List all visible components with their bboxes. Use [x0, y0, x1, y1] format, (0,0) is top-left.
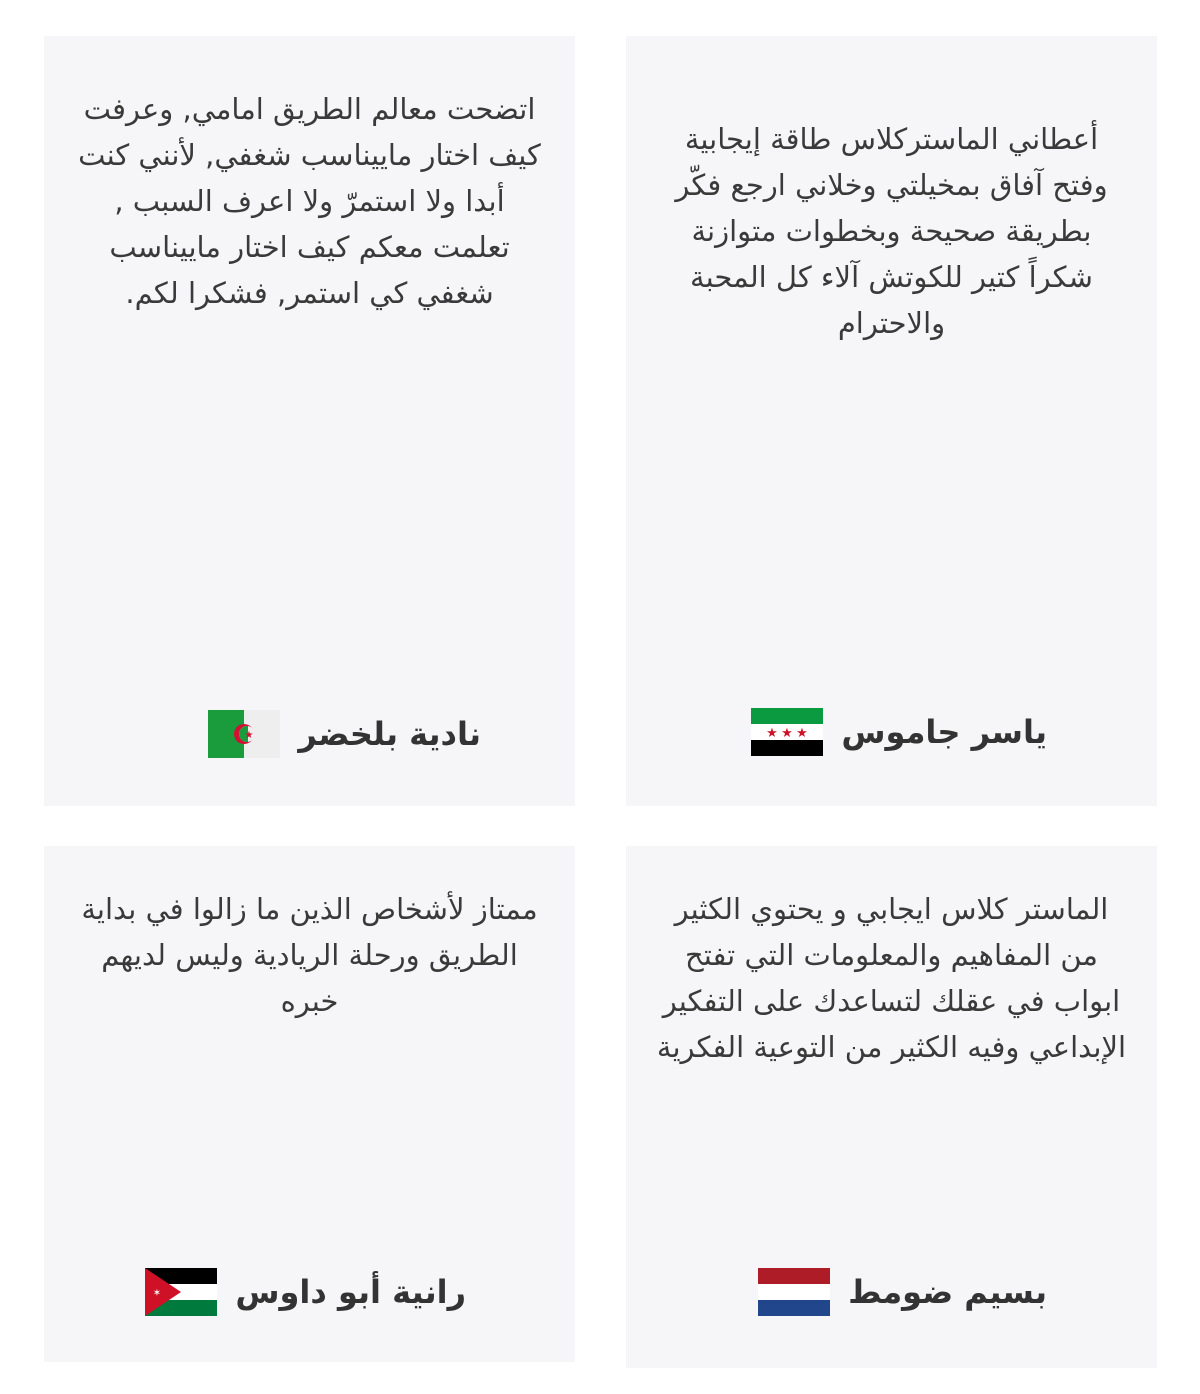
netherlands-flag-icon	[758, 1268, 830, 1316]
testimonial-author	[751, 708, 1047, 756]
svg-text:★: ★	[796, 726, 809, 741]
jordan-flag-icon	[145, 1268, 217, 1316]
svg-text:✶: ✶	[153, 1288, 162, 1299]
testimonial-quote: ممتاز لأشخاص الذين ما زالوا في بداية الطريق ورحلة الريادية وليس لديهم خبره	[81, 892, 538, 1018]
testimonial-card	[44, 36, 575, 806]
author-name: رانية أبو داوس	[235, 1273, 466, 1311]
author-name: بسيم ضومط	[848, 1273, 1047, 1311]
testimonial-card	[44, 846, 575, 1362]
testimonial-author	[208, 710, 481, 758]
author-name: ياسر جاموس	[841, 713, 1047, 751]
testimonial-card	[626, 846, 1157, 1368]
testimonial-card	[626, 36, 1157, 806]
syria-revolution-flag-icon	[751, 708, 823, 756]
algeria-flag-icon	[208, 710, 280, 758]
testimonial-quote: الماستر كلاس ايجابي و يحتوي الكثير من المفاهيم والمعلومات التي تفتح ابواب في عقلك لتساعدك على التفكير الإبداعي وفيه الكثير من التوعية الفكرية	[656, 892, 1127, 1064]
svg-text:★: ★	[766, 726, 779, 741]
testimonial-author	[145, 1268, 466, 1316]
testimonial-quote: اتضحت معالم الطريق امامي, وعرفت كيف اختار ماييناسب شغفي, لأنني كنت أبدا ولا استمرّ ولا اعرف السبب , تعلمت معكم كيف اختار ماييناسب شغفي كي استمر, فشكرا لكم.	[78, 92, 541, 310]
author-name: نادية بلخضر	[298, 715, 481, 753]
testimonial-quote: أعطاني الماستركلاس طاقة إيجابية وفتح آفاق بمخيلتي وخلاني ارجع فكّر بطريقة صحيحة وبخطوات متوازنة شكراً كتير للكوتش آلاء كل المحبة والاحترام	[675, 122, 1108, 340]
testimonial-author	[758, 1268, 1047, 1316]
svg-text:★: ★	[781, 726, 794, 741]
svg-text:★: ★	[244, 730, 254, 741]
